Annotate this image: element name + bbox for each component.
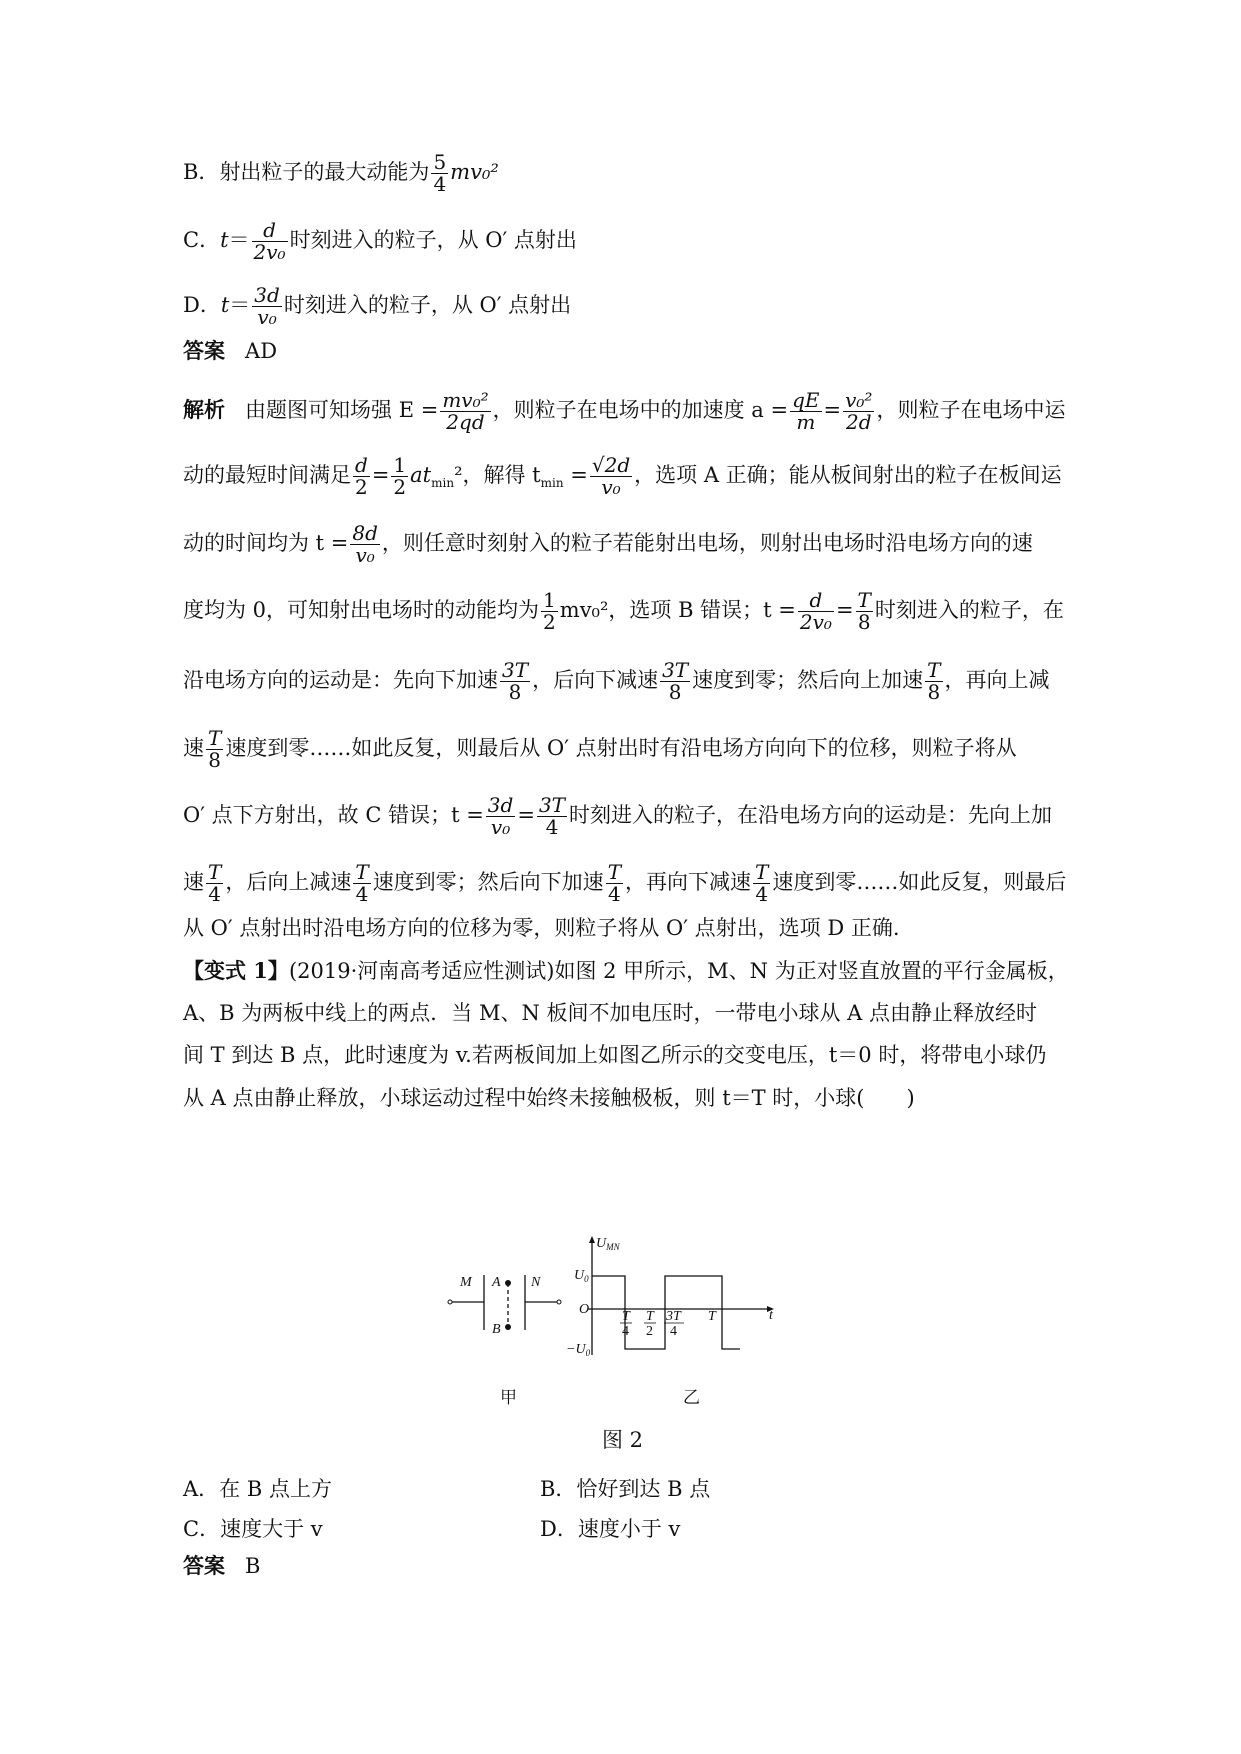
svg-text:3T: 3T [666,1309,681,1324]
fraction: $\frac{3d}{\text{v₀}}$ [254,283,280,329]
svg-text:O: O [579,1302,590,1317]
answer-line-1: 答案 AD [183,338,278,363]
answer-line-2: 答案 B [183,1553,261,1578]
fraction: $\frac{d}{\text{2v₀}}$ [253,218,286,264]
figure-2 [440,1235,820,1414]
svg-text:乙: 乙 [683,1388,700,1408]
svg-text:T: T [622,1309,630,1324]
svg-text:N: N [531,1275,541,1290]
svg-text:A: A [492,1275,501,1290]
analysis-line-5: 沿电场方向的运动是：先向下加速 $\frac{3T}{8}$ ，后向下减速 $\frac{3T}{8}$ 速度到零；然后向上加速 $\frac{T}{8}$ ，再向上减 [183,658,1050,704]
analysis-line-3: 动的时间均为 t = $\frac{8d}{\text{v₀}}$ ，则任意时刻射入的粒子若能射出电场，则射出电场时沿电场方向的速 [183,521,1033,567]
svg-text:t: t [769,1308,773,1323]
variant-line-2: A、B 为两板中线上的两点．当 M、N 板间不加电压时，一带电小球从 A 点由静止释放经时 [183,1001,1038,1025]
variant-line-4: 从 A 点由静止释放，小球运动过程中始终未接触极板，则 t＝T 时，小球( ) [183,1086,915,1110]
svg-text:4: 4 [622,1324,629,1339]
variant-line-1: 【变式 1】(2019·河南高考适应性测试)如图 2 甲所示，M、N 为正对竖直放置的平行金属板， [183,958,1069,983]
analysis-line-6: 速 $\frac{T}{8}$ 速度到零……如此反复，则最后从 O′ 点射出时有沿电场方向向下的位移，则粒子将从 [183,726,1017,772]
analysis-line-4: 度均为 0，可知射出电场时的动能均为 $\frac{1}{2}$ mv₀²，选项 B 错误；t = $\frac{d}{\text{2v₀}}$ = $\frac{T}{8}$ 时刻进入的粒子，在 [183,588,1064,634]
svg-text:T: T [708,1309,716,1324]
figure-svg [440,1235,820,1410]
option-b: B．射出粒子的最大动能为 $\frac{5}{4}$ mv₀² [183,150,499,196]
choice-a: A．在 B 点上方 [183,1477,332,1501]
svg-text:4: 4 [670,1324,677,1339]
analysis-line-2: 动的最短时间满足 $\frac{d}{2}$ = $\frac{1}{2}$ $at_{min}^2$，解得 $t_{min}$ = $\frac{√2d}{\text{v₀}}$ ，选项 A 正确；能从板间射出的粒子在板间运 [183,453,1062,499]
svg-text:甲: 甲 [500,1388,517,1408]
choice-c: C．速度大于 v [183,1517,323,1541]
svg-text:−U0: $-U_0$ [566,1342,591,1358]
choice-d: D．速度小于 v [540,1517,681,1541]
svg-text:UMN: $U_{MN}$ [596,1236,620,1252]
analysis-line-8: 速 $\frac{T}{4}$ ，后向上减速 $\frac{T}{4}$ 速度到零；然后向下加速 $\frac{T}{4}$ ，再向下减速 $\frac{T}{4}$ 速度到零……如此反复，则最后 [183,860,1067,906]
svg-text:2: 2 [646,1324,653,1339]
analysis-line-9: 从 O′ 点射出时沿电场方向的位移为零，则粒子将从 O′ 点射出，选项 D 正确. [183,916,900,940]
svg-text:B: B [492,1322,501,1337]
svg-text:M: M [460,1275,472,1290]
svg-text:U0: $U_0$ [574,1268,589,1284]
variant-line-3: 间 T 到达 B 点，此时速度为 v.若两板间加上如图乙所示的交变电压，t＝0 时，将带电小球仍 [183,1043,1047,1067]
fraction: $\frac{5}{4}$ [433,150,447,196]
option-d: D．t＝ $\frac{3d}{\text{v₀}}$ 时刻进入的粒子，从 O′ 点射出 [183,283,572,329]
option-c: C．t＝ $\frac{d}{\text{2v₀}}$ 时刻进入的粒子，从 O′ 点射出 [183,218,577,264]
analysis-line-7: O′ 点下方射出，故 C 错误；t = $\frac{3d}{\text{v₀}}$ = $\frac{3T}{4}$ 时刻进入的粒子，在沿电场方向的运动是：先向上加 [183,793,1053,839]
svg-text:T: T [646,1309,654,1324]
choice-b: B．恰好到达 B 点 [540,1477,711,1501]
figure-caption: 图 2 [602,1428,644,1452]
analysis-line-1: 解析 由题图可知场强 E = $\frac{\text{mv₀²}}{2qd}$ ，则粒子在电场中的加速度 a = $\frac{qE}{m}$ = $\frac{\text{v₀²}}{2d}$ ，则粒子在电场中运 [183,388,1066,434]
